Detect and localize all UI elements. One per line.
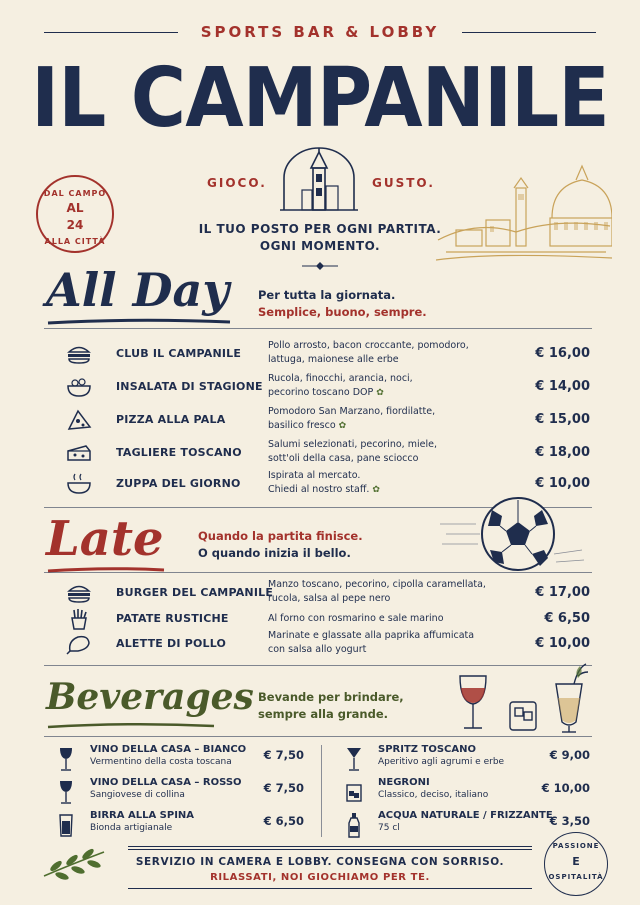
beverage-name: NEGRONI — [378, 777, 430, 788]
stamp-line-1: DAL CAMPO — [43, 189, 107, 198]
item-desc-line-1: Pollo arrosto, bacon croccante, pomodoro, — [268, 340, 469, 351]
item-desc-line-1: Salumi selezionati, pecorino, miele, — [268, 439, 437, 450]
all-day-brush-underline — [46, 318, 232, 326]
stamp-line-3: ALLA CITTÀ — [44, 237, 106, 246]
venue-subtitle: SPORTS BAR & LOBBY — [200, 23, 440, 41]
item-name: PATATE RUSTICHE — [116, 612, 229, 625]
item-desc-line-2: pecorino toscano DOP — [268, 387, 374, 398]
beer-glass-icon — [58, 812, 74, 838]
vegetarian-leaf-icon: ✿ — [376, 388, 384, 398]
footer-rule-top — [128, 846, 532, 847]
item-name: TAGLIERE TOSCANO — [116, 446, 242, 459]
section-title-all-day: All Day — [46, 263, 230, 317]
section-title-beverages: Beverages — [46, 676, 254, 718]
section-rule — [44, 736, 592, 737]
bell-tower-icon — [280, 146, 358, 212]
item-price: € 17,00 — [535, 585, 590, 600]
beverage-price: € 3,50 — [549, 814, 590, 828]
item-desc-line-2: sott'oli della casa, pane sciocco — [268, 453, 419, 464]
beverage-name: BIRRA ALLA SPINA — [90, 810, 195, 821]
beverage-price: € 6,50 — [263, 814, 304, 828]
tag-gusto: GUSTO. — [372, 176, 435, 190]
item-description — [268, 469, 518, 497]
beverage-row — [58, 810, 308, 840]
passione-ospitalita-stamp — [544, 832, 608, 896]
beverage-description: Classico, deciso, italiano — [378, 790, 489, 800]
pizza-slice-icon — [66, 409, 92, 431]
beverage-name: ACQUA NATURALE / FRIZZANTE — [378, 810, 553, 821]
stamp-right-line-2: E — [572, 855, 580, 868]
section-rule — [44, 572, 592, 573]
salad-bowl-icon — [66, 376, 92, 398]
vegetarian-leaf-icon: ✿ — [372, 485, 380, 495]
item-price: € 16,00 — [535, 346, 590, 361]
item-price: € 14,00 — [535, 379, 590, 394]
late-desc-line-1: Quando la partita finisce. — [198, 529, 363, 543]
item-name: CLUB IL CAMPANILE — [116, 347, 242, 360]
beverage-row — [346, 744, 592, 774]
drinks-illustration-icon — [452, 662, 592, 736]
item-desc-line-1: Ispirata al mercato. — [268, 470, 361, 481]
tumbler-glass-icon — [346, 779, 362, 805]
stamp-right-line-1: PASSIONE — [552, 842, 600, 850]
item-desc-line-2: Chiedi al nostro staff. — [268, 484, 370, 495]
footer-relax-line: RILASSATI, NOI GIOCHIAMO PER TE. — [210, 872, 430, 883]
footer-rule-top-double — [128, 849, 532, 850]
venue-brand-title: IL CAMPANILE — [31, 51, 609, 146]
item-description — [268, 339, 518, 367]
tag-gioco: GIOCO. — [207, 176, 267, 190]
beverage-description: Vermentino della costa toscana — [90, 757, 232, 767]
menu-item-row — [0, 438, 640, 468]
late-description — [198, 528, 363, 562]
campo-city-stamp — [36, 175, 114, 253]
stamp-line-2a: AL — [66, 201, 84, 215]
menu-item-row — [0, 339, 640, 369]
beverage-description: Bionda artigianale — [90, 823, 173, 833]
item-price: € 15,00 — [535, 412, 590, 427]
item-description — [268, 629, 518, 657]
burger-icon — [66, 582, 92, 604]
stamp-right-line-3: OSPITALITÀ — [548, 873, 604, 881]
beverage-name: VINO DELLA CASA – BIANCO — [90, 744, 247, 755]
item-description — [268, 372, 518, 400]
beverages-desc-line-2: sempre alla grande. — [258, 707, 388, 721]
beverages-description — [258, 689, 404, 723]
beverage-price: € 7,50 — [263, 748, 304, 762]
item-desc-line-1: Manzo toscano, pecorino, cipolla caramellata, — [268, 579, 486, 590]
item-desc-line-2: lattuga, maionese alle erbe — [268, 354, 399, 365]
wine-glass-icon — [58, 746, 74, 772]
all-day-description — [258, 287, 427, 321]
beverages-desc-line-1: Bevande per brindare, — [258, 690, 404, 704]
section-rule — [44, 328, 592, 329]
item-desc-line-2: rucola, salsa al pepe nero — [268, 593, 391, 604]
item-name: INSALATA DI STAGIONE — [116, 380, 263, 393]
beverage-column-divider — [321, 745, 322, 837]
item-price: € 10,00 — [535, 476, 590, 491]
footer-service-line: SERVIZIO IN CAMERA E LOBBY. CONSEGNA CON SORRISO. — [135, 856, 505, 868]
tagline-line-1: IL TUO POSTO PER OGNI PARTITA. — [198, 222, 442, 236]
vegetarian-leaf-icon: ✿ — [338, 421, 347, 431]
wine-glass-icon — [58, 779, 74, 805]
all-day-desc-line-1: Per tutta la giornata. — [258, 288, 396, 302]
item-name: ALETTE DI POLLO — [116, 637, 227, 650]
beverage-row — [58, 744, 308, 774]
beverage-description: Aperitivo agli agrumi e erbe — [378, 757, 505, 767]
beverages-brush-underline — [46, 722, 216, 730]
chicken-wing-icon — [66, 633, 92, 655]
tagline-line-2: OGNI MOMENTO. — [259, 239, 381, 253]
beverage-row — [346, 810, 592, 840]
burger-icon — [66, 343, 92, 365]
all-day-desc-line-2: Semplice, buono, sempre. — [258, 305, 427, 319]
item-desc-line-2: basilico fresco — [268, 420, 336, 431]
item-description — [268, 438, 518, 466]
ornament-divider-icon — [302, 262, 338, 270]
menu-item-row — [0, 405, 640, 435]
cheese-board-icon — [66, 442, 92, 464]
item-name: BURGER DEL CAMPANILE — [116, 586, 274, 599]
item-description — [268, 405, 518, 433]
beverage-description: 75 cl — [378, 823, 400, 833]
late-desc-line-2: O quando inizia il bello. — [198, 546, 351, 560]
item-price: € 18,00 — [535, 445, 590, 460]
menu-item-row — [0, 629, 640, 659]
beverage-price: € 7,50 — [263, 781, 304, 795]
beverage-row — [346, 777, 592, 807]
item-desc-line-1: Marinate e glassate alla paprika affumicata — [268, 630, 475, 641]
beverage-price: € 10,00 — [541, 781, 590, 795]
cocktail-glass-icon — [346, 746, 362, 772]
florence-skyline-icon — [436, 160, 612, 272]
section-title-late: Late — [46, 511, 164, 567]
beverage-description: Sangiovese di collina — [90, 790, 185, 800]
item-desc-line-1: Al forno con rosmarino e sale marino — [268, 613, 444, 624]
item-desc-line-1: Pomodoro San Marzano, fiordilatte, — [268, 406, 436, 417]
item-desc-line-1: Rucola, finocchi, arancia, noci, — [268, 373, 413, 384]
footer-rule-bottom — [128, 888, 532, 889]
item-description — [268, 612, 518, 626]
soccer-ball-icon — [436, 494, 586, 574]
fries-icon — [66, 608, 92, 630]
soup-bowl-icon — [66, 473, 92, 495]
item-description — [268, 578, 518, 606]
beverage-name: VINO DELLA CASA – ROSSO — [90, 777, 242, 788]
item-price: € 6,50 — [544, 611, 590, 626]
item-name: ZUPPA DEL GIORNO — [116, 477, 241, 490]
beverage-name: SPRITZ TOSCANO — [378, 744, 476, 755]
stamp-line-2b: 24 — [66, 218, 84, 232]
beverage-price: € 9,00 — [549, 748, 590, 762]
beverage-row — [58, 777, 308, 807]
item-desc-line-2: con salsa allo yogurt — [268, 644, 367, 655]
item-price: € 10,00 — [535, 636, 590, 651]
water-bottle-icon — [346, 812, 362, 838]
item-name: PIZZA ALLA PALA — [116, 413, 226, 426]
menu-item-row — [0, 372, 640, 402]
